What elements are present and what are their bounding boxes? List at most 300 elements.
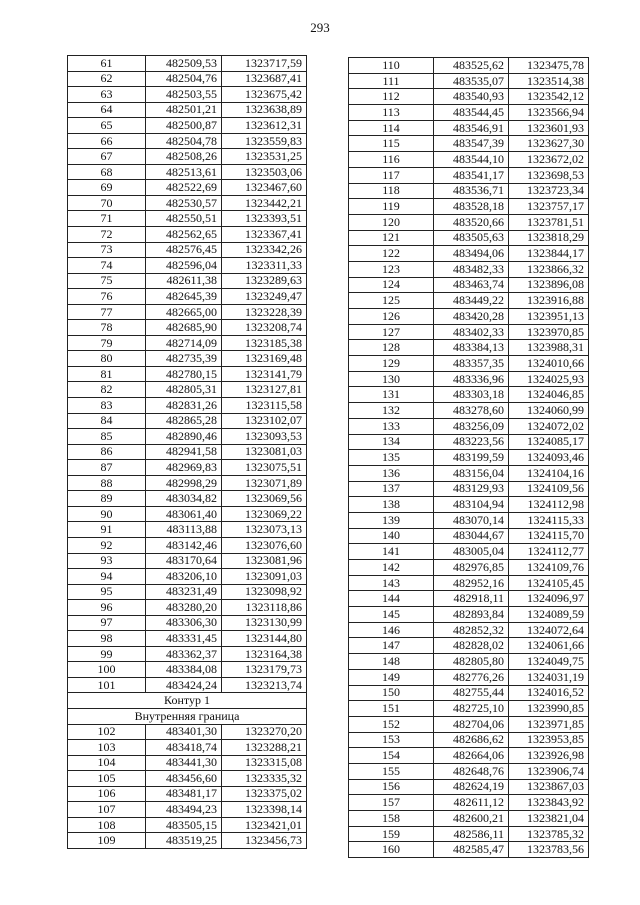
- y-coordinate-cell: 1323475,78: [509, 58, 589, 74]
- y-coordinate-cell: 1323091,03: [222, 569, 307, 585]
- table-row: [349, 167, 589, 183]
- table-row: [349, 779, 589, 795]
- point-number-cell: 141: [349, 544, 434, 560]
- table-row: [349, 371, 589, 387]
- y-coordinate-cell: 1323375,02: [222, 786, 307, 802]
- y-coordinate-cell: 1323951,13: [509, 309, 589, 325]
- table-row: [349, 214, 589, 230]
- x-coordinate-cell: 482600,21: [434, 811, 509, 827]
- y-coordinate-cell: 1323566,94: [509, 105, 589, 121]
- x-coordinate-cell: 483256,09: [434, 418, 509, 434]
- y-coordinate-cell: 1323785,32: [509, 826, 589, 842]
- x-coordinate-cell: 482501,21: [146, 102, 222, 118]
- point-number-cell: 104: [68, 755, 146, 771]
- y-coordinate-cell: 1323867,03: [509, 779, 589, 795]
- y-coordinate-cell: 1323288,21: [222, 740, 307, 756]
- x-coordinate-cell: 483070,14: [434, 512, 509, 528]
- x-coordinate-cell: 482831,26: [146, 398, 222, 414]
- x-coordinate-cell: 482969,83: [146, 460, 222, 476]
- y-coordinate-cell: 1323916,88: [509, 293, 589, 309]
- x-coordinate-cell: 482776,26: [434, 669, 509, 685]
- point-number-cell: 109: [68, 833, 146, 849]
- x-coordinate-cell: 483336,96: [434, 371, 509, 387]
- table-row: [68, 569, 307, 585]
- point-number-cell: 143: [349, 575, 434, 591]
- section-subtitle: Внутренняя граница: [68, 708, 307, 724]
- table-row: [68, 195, 307, 211]
- y-coordinate-cell: 1323503,06: [222, 164, 307, 180]
- y-coordinate-cell: 1323638,89: [222, 102, 307, 118]
- y-coordinate-cell: 1323289,63: [222, 273, 307, 289]
- x-coordinate-cell: 482504,76: [146, 71, 222, 87]
- section-subtitle-row: [68, 708, 307, 724]
- y-coordinate-cell: 1323926,98: [509, 748, 589, 764]
- y-coordinate-cell: 1323071,89: [222, 475, 307, 491]
- x-coordinate-cell: 482513,61: [146, 164, 222, 180]
- table-row: [68, 413, 307, 429]
- y-coordinate-cell: 1323896,08: [509, 277, 589, 293]
- table-row: [349, 654, 589, 670]
- y-coordinate-cell: 1323311,33: [222, 258, 307, 274]
- point-number-cell: 158: [349, 811, 434, 827]
- x-coordinate-cell: 482952,16: [434, 575, 509, 591]
- y-coordinate-cell: 1324085,17: [509, 434, 589, 450]
- point-number-cell: 93: [68, 553, 146, 569]
- x-coordinate-cell: 483546,91: [434, 120, 509, 136]
- table-row: [349, 685, 589, 701]
- table-row: [349, 591, 589, 607]
- y-coordinate-cell: 1323208,74: [222, 320, 307, 336]
- table-row: [68, 366, 307, 382]
- page-number: 293: [310, 20, 330, 35]
- y-coordinate-cell: 1323144,80: [222, 631, 307, 647]
- point-number-cell: 129: [349, 356, 434, 372]
- x-coordinate-cell: 483528,18: [434, 199, 509, 215]
- y-coordinate-cell: 1323075,51: [222, 460, 307, 476]
- point-number-cell: 87: [68, 460, 146, 476]
- table-row: [349, 701, 589, 717]
- point-number-cell: 62: [68, 71, 146, 87]
- x-coordinate-cell: 482865,28: [146, 413, 222, 429]
- x-coordinate-cell: 483494,06: [434, 246, 509, 262]
- point-number-cell: 127: [349, 324, 434, 340]
- table-row: [349, 763, 589, 779]
- table-row: [68, 833, 307, 849]
- x-coordinate-cell: 483280,20: [146, 600, 222, 616]
- y-coordinate-cell: 1324115,70: [509, 528, 589, 544]
- y-coordinate-cell: 1323601,93: [509, 120, 589, 136]
- table-row: [68, 584, 307, 600]
- table-row: [68, 242, 307, 258]
- y-coordinate-cell: 1324016,52: [509, 685, 589, 701]
- point-number-cell: 146: [349, 622, 434, 638]
- x-coordinate-cell: 483463,74: [434, 277, 509, 293]
- y-coordinate-cell: 1323672,02: [509, 152, 589, 168]
- table-row: [68, 677, 307, 693]
- y-coordinate-cell: 1324093,46: [509, 450, 589, 466]
- x-coordinate-cell: 482586,11: [434, 826, 509, 842]
- y-coordinate-cell: 1324115,33: [509, 512, 589, 528]
- x-coordinate-cell: 482828,02: [434, 638, 509, 654]
- x-coordinate-cell: 482530,57: [146, 195, 222, 211]
- x-coordinate-cell: 483231,49: [146, 584, 222, 600]
- x-coordinate-cell: 482585,47: [434, 842, 509, 858]
- x-coordinate-cell: 482576,45: [146, 242, 222, 258]
- y-coordinate-cell: 1323906,74: [509, 763, 589, 779]
- table-row: [349, 544, 589, 560]
- x-coordinate-cell: 482998,29: [146, 475, 222, 491]
- table-row: [349, 324, 589, 340]
- point-number-cell: 79: [68, 335, 146, 351]
- y-coordinate-cell: 1324112,77: [509, 544, 589, 560]
- x-coordinate-cell: 483505,15: [146, 817, 222, 833]
- y-coordinate-cell: 1324031,19: [509, 669, 589, 685]
- y-coordinate-cell: 1324025,93: [509, 371, 589, 387]
- table-row: [349, 136, 589, 152]
- y-coordinate-cell: 1324049,75: [509, 654, 589, 670]
- table-row: [68, 382, 307, 398]
- table-row: [68, 646, 307, 662]
- point-number-cell: 157: [349, 795, 434, 811]
- table-row: [68, 755, 307, 771]
- x-coordinate-cell: 482508,26: [146, 149, 222, 165]
- x-coordinate-cell: 482685,90: [146, 320, 222, 336]
- table-row: [349, 622, 589, 638]
- y-coordinate-cell: 1323757,17: [509, 199, 589, 215]
- table-row: [349, 842, 589, 858]
- table-row: [68, 740, 307, 756]
- x-coordinate-cell: 482645,39: [146, 289, 222, 305]
- x-coordinate-cell: 482500,87: [146, 118, 222, 134]
- table-row: [68, 522, 307, 538]
- y-coordinate-cell: 1324109,56: [509, 481, 589, 497]
- table-row: [349, 152, 589, 168]
- y-coordinate-cell: 1323675,42: [222, 87, 307, 103]
- table-row: [349, 293, 589, 309]
- y-coordinate-cell: 1323342,26: [222, 242, 307, 258]
- table-row: [349, 497, 589, 513]
- coordinates-table-right: [348, 57, 589, 858]
- point-number-cell: 113: [349, 105, 434, 121]
- table-row: [68, 227, 307, 243]
- y-coordinate-cell: 1323723,34: [509, 183, 589, 199]
- y-coordinate-cell: 1323335,32: [222, 771, 307, 787]
- y-coordinate-cell: 1323213,74: [222, 677, 307, 693]
- y-coordinate-cell: 1323627,30: [509, 136, 589, 152]
- x-coordinate-cell: 482725,10: [434, 701, 509, 717]
- point-number-cell: 83: [68, 398, 146, 414]
- y-coordinate-cell: 1323081,03: [222, 444, 307, 460]
- point-number-cell: 95: [68, 584, 146, 600]
- table-row: [349, 230, 589, 246]
- table-row: [349, 73, 589, 89]
- x-coordinate-cell: 483456,60: [146, 771, 222, 787]
- point-number-cell: 114: [349, 120, 434, 136]
- point-number-cell: 154: [349, 748, 434, 764]
- y-coordinate-cell: 1323185,38: [222, 335, 307, 351]
- x-coordinate-cell: 482562,65: [146, 227, 222, 243]
- x-coordinate-cell: 482596,04: [146, 258, 222, 274]
- point-number-cell: 110: [349, 58, 434, 74]
- table-row: [68, 475, 307, 491]
- x-coordinate-cell: 482504,78: [146, 133, 222, 149]
- y-coordinate-cell: 1323249,47: [222, 289, 307, 305]
- y-coordinate-cell: 1323115,58: [222, 398, 307, 414]
- y-coordinate-cell: 1323270,20: [222, 724, 307, 740]
- y-coordinate-cell: 1323687,41: [222, 71, 307, 87]
- point-number-cell: 145: [349, 607, 434, 623]
- table-row: [349, 607, 589, 623]
- point-number-cell: 111: [349, 73, 434, 89]
- table-row: [68, 398, 307, 414]
- table-row: [349, 199, 589, 215]
- x-coordinate-cell: 483104,94: [434, 497, 509, 513]
- point-number-cell: 68: [68, 164, 146, 180]
- y-coordinate-cell: 1323073,13: [222, 522, 307, 538]
- point-number-cell: 132: [349, 403, 434, 419]
- x-coordinate-cell: 482755,44: [434, 685, 509, 701]
- point-number-cell: 150: [349, 685, 434, 701]
- y-coordinate-cell: 1323781,51: [509, 214, 589, 230]
- table-row: [68, 600, 307, 616]
- x-coordinate-cell: 482503,55: [146, 87, 222, 103]
- x-coordinate-cell: 483525,62: [434, 58, 509, 74]
- point-number-cell: 72: [68, 227, 146, 243]
- table-row: [349, 434, 589, 450]
- table-row: [349, 465, 589, 481]
- point-number-cell: 67: [68, 149, 146, 165]
- x-coordinate-cell: 483199,59: [434, 450, 509, 466]
- point-number-cell: 112: [349, 89, 434, 105]
- table-row: [349, 120, 589, 136]
- x-coordinate-cell: 482665,00: [146, 304, 222, 320]
- table-row: [68, 320, 307, 336]
- x-coordinate-cell: 483362,37: [146, 646, 222, 662]
- y-coordinate-cell: 1323169,48: [222, 351, 307, 367]
- table-row: [349, 826, 589, 842]
- table-row: [68, 289, 307, 305]
- point-number-cell: 120: [349, 214, 434, 230]
- table-row: [349, 403, 589, 419]
- table-row: [349, 732, 589, 748]
- y-coordinate-cell: 1323970,85: [509, 324, 589, 340]
- table-row: [68, 786, 307, 802]
- table-row: [349, 528, 589, 544]
- point-number-cell: 151: [349, 701, 434, 717]
- point-number-cell: 140: [349, 528, 434, 544]
- y-coordinate-cell: 1323844,17: [509, 246, 589, 262]
- x-coordinate-cell: 483034,82: [146, 491, 222, 507]
- point-number-cell: 133: [349, 418, 434, 434]
- table-row: [349, 512, 589, 528]
- x-coordinate-cell: 483441,30: [146, 755, 222, 771]
- y-coordinate-cell: 1324061,66: [509, 638, 589, 654]
- y-coordinate-cell: 1323076,60: [222, 537, 307, 553]
- x-coordinate-cell: 482735,39: [146, 351, 222, 367]
- x-coordinate-cell: 483494,23: [146, 802, 222, 818]
- point-number-cell: 96: [68, 600, 146, 616]
- x-coordinate-cell: 482611,38: [146, 273, 222, 289]
- y-coordinate-cell: 1323783,56: [509, 842, 589, 858]
- table-row: [68, 537, 307, 553]
- y-coordinate-cell: 1323130,99: [222, 615, 307, 631]
- x-coordinate-cell: 482805,31: [146, 382, 222, 398]
- x-coordinate-cell: 483384,08: [146, 662, 222, 678]
- point-number-cell: 130: [349, 371, 434, 387]
- point-number-cell: 94: [68, 569, 146, 585]
- x-coordinate-cell: 483005,04: [434, 544, 509, 560]
- y-coordinate-cell: 1323093,53: [222, 429, 307, 445]
- x-coordinate-cell: 483223,56: [434, 434, 509, 450]
- table-row: [349, 748, 589, 764]
- point-number-cell: 74: [68, 258, 146, 274]
- point-number-cell: 98: [68, 631, 146, 647]
- table-row: [349, 575, 589, 591]
- point-number-cell: 119: [349, 199, 434, 215]
- y-coordinate-cell: 1323953,85: [509, 732, 589, 748]
- table-row: [68, 149, 307, 165]
- point-number-cell: 80: [68, 351, 146, 367]
- x-coordinate-cell: 483129,93: [434, 481, 509, 497]
- x-coordinate-cell: 483401,30: [146, 724, 222, 740]
- x-coordinate-cell: 483384,13: [434, 340, 509, 356]
- table-row: [68, 133, 307, 149]
- point-number-cell: 84: [68, 413, 146, 429]
- y-coordinate-cell: 1323098,92: [222, 584, 307, 600]
- y-coordinate-cell: 1323542,12: [509, 89, 589, 105]
- x-coordinate-cell: 483402,33: [434, 324, 509, 340]
- y-coordinate-cell: 1323717,59: [222, 56, 307, 72]
- x-coordinate-cell: 483303,18: [434, 387, 509, 403]
- y-coordinate-cell: 1323990,85: [509, 701, 589, 717]
- table-row: [68, 71, 307, 87]
- table-row: [349, 418, 589, 434]
- x-coordinate-cell: 483535,07: [434, 73, 509, 89]
- point-number-cell: 128: [349, 340, 434, 356]
- x-coordinate-cell: 483482,33: [434, 261, 509, 277]
- point-number-cell: 124: [349, 277, 434, 293]
- x-coordinate-cell: 483357,35: [434, 356, 509, 372]
- table-row: [68, 724, 307, 740]
- point-number-cell: 88: [68, 475, 146, 491]
- point-number-cell: 73: [68, 242, 146, 258]
- point-number-cell: 105: [68, 771, 146, 787]
- x-coordinate-cell: 483331,45: [146, 631, 222, 647]
- x-coordinate-cell: 482624,19: [434, 779, 509, 795]
- x-coordinate-cell: 483547,39: [434, 136, 509, 152]
- x-coordinate-cell: 483540,93: [434, 89, 509, 105]
- table-row: [68, 87, 307, 103]
- table-row: [349, 669, 589, 685]
- y-coordinate-cell: 1324060,99: [509, 403, 589, 419]
- x-coordinate-cell: 482918,11: [434, 591, 509, 607]
- point-number-cell: 125: [349, 293, 434, 309]
- y-coordinate-cell: 1323315,08: [222, 755, 307, 771]
- table-row: [68, 273, 307, 289]
- y-coordinate-cell: 1323559,83: [222, 133, 307, 149]
- point-number-cell: 136: [349, 465, 434, 481]
- table-row: [349, 183, 589, 199]
- table-row: [349, 309, 589, 325]
- point-number-cell: 66: [68, 133, 146, 149]
- point-number-cell: 160: [349, 842, 434, 858]
- table-row: [349, 261, 589, 277]
- section-title: Контур 1: [68, 693, 307, 709]
- table-row: [349, 246, 589, 262]
- y-coordinate-cell: 1323367,41: [222, 227, 307, 243]
- x-coordinate-cell: 483061,40: [146, 506, 222, 522]
- point-number-cell: 159: [349, 826, 434, 842]
- point-number-cell: 76: [68, 289, 146, 305]
- table-row: [68, 802, 307, 818]
- table-row: [349, 340, 589, 356]
- y-coordinate-cell: 1323612,31: [222, 118, 307, 134]
- point-number-cell: 82: [68, 382, 146, 398]
- table-row: [349, 450, 589, 466]
- y-coordinate-cell: 1324104,16: [509, 465, 589, 481]
- x-coordinate-cell: 483206,10: [146, 569, 222, 585]
- x-coordinate-cell: 482805,80: [434, 654, 509, 670]
- table-row: [349, 795, 589, 811]
- point-number-cell: 70: [68, 195, 146, 211]
- point-number-cell: 142: [349, 560, 434, 576]
- y-coordinate-cell: 1323179,73: [222, 662, 307, 678]
- table-row: [68, 164, 307, 180]
- y-coordinate-cell: 1324072,64: [509, 622, 589, 638]
- y-coordinate-cell: 1323164,38: [222, 646, 307, 662]
- table-row: [68, 180, 307, 196]
- y-coordinate-cell: 1323531,25: [222, 149, 307, 165]
- point-number-cell: 139: [349, 512, 434, 528]
- point-number-cell: 131: [349, 387, 434, 403]
- point-number-cell: 71: [68, 211, 146, 227]
- y-coordinate-cell: 1323514,38: [509, 73, 589, 89]
- point-number-cell: 108: [68, 817, 146, 833]
- y-coordinate-cell: 1324096,97: [509, 591, 589, 607]
- y-coordinate-cell: 1323818,29: [509, 230, 589, 246]
- x-coordinate-cell: 482611,12: [434, 795, 509, 811]
- x-coordinate-cell: 482780,15: [146, 366, 222, 382]
- y-coordinate-cell: 1323069,22: [222, 506, 307, 522]
- y-coordinate-cell: 1324089,59: [509, 607, 589, 623]
- point-number-cell: 147: [349, 638, 434, 654]
- point-number-cell: 99: [68, 646, 146, 662]
- x-coordinate-cell: 483418,74: [146, 740, 222, 756]
- point-number-cell: 85: [68, 429, 146, 445]
- table-row: [349, 58, 589, 74]
- table-row: [68, 118, 307, 134]
- point-number-cell: 138: [349, 497, 434, 513]
- y-coordinate-cell: 1323821,04: [509, 811, 589, 827]
- point-number-cell: 97: [68, 615, 146, 631]
- table-row: [349, 387, 589, 403]
- point-number-cell: 121: [349, 230, 434, 246]
- x-coordinate-cell: 482714,09: [146, 335, 222, 351]
- y-coordinate-cell: 1324109,76: [509, 560, 589, 576]
- table-row: [68, 553, 307, 569]
- point-number-cell: 152: [349, 716, 434, 732]
- y-coordinate-cell: 1324046,85: [509, 387, 589, 403]
- point-number-cell: 86: [68, 444, 146, 460]
- point-number-cell: 137: [349, 481, 434, 497]
- x-coordinate-cell: 483519,25: [146, 833, 222, 849]
- table-row: [349, 277, 589, 293]
- point-number-cell: 101: [68, 677, 146, 693]
- x-coordinate-cell: 482976,85: [434, 560, 509, 576]
- y-coordinate-cell: 1323442,21: [222, 195, 307, 211]
- table-row: [68, 460, 307, 476]
- point-number-cell: 153: [349, 732, 434, 748]
